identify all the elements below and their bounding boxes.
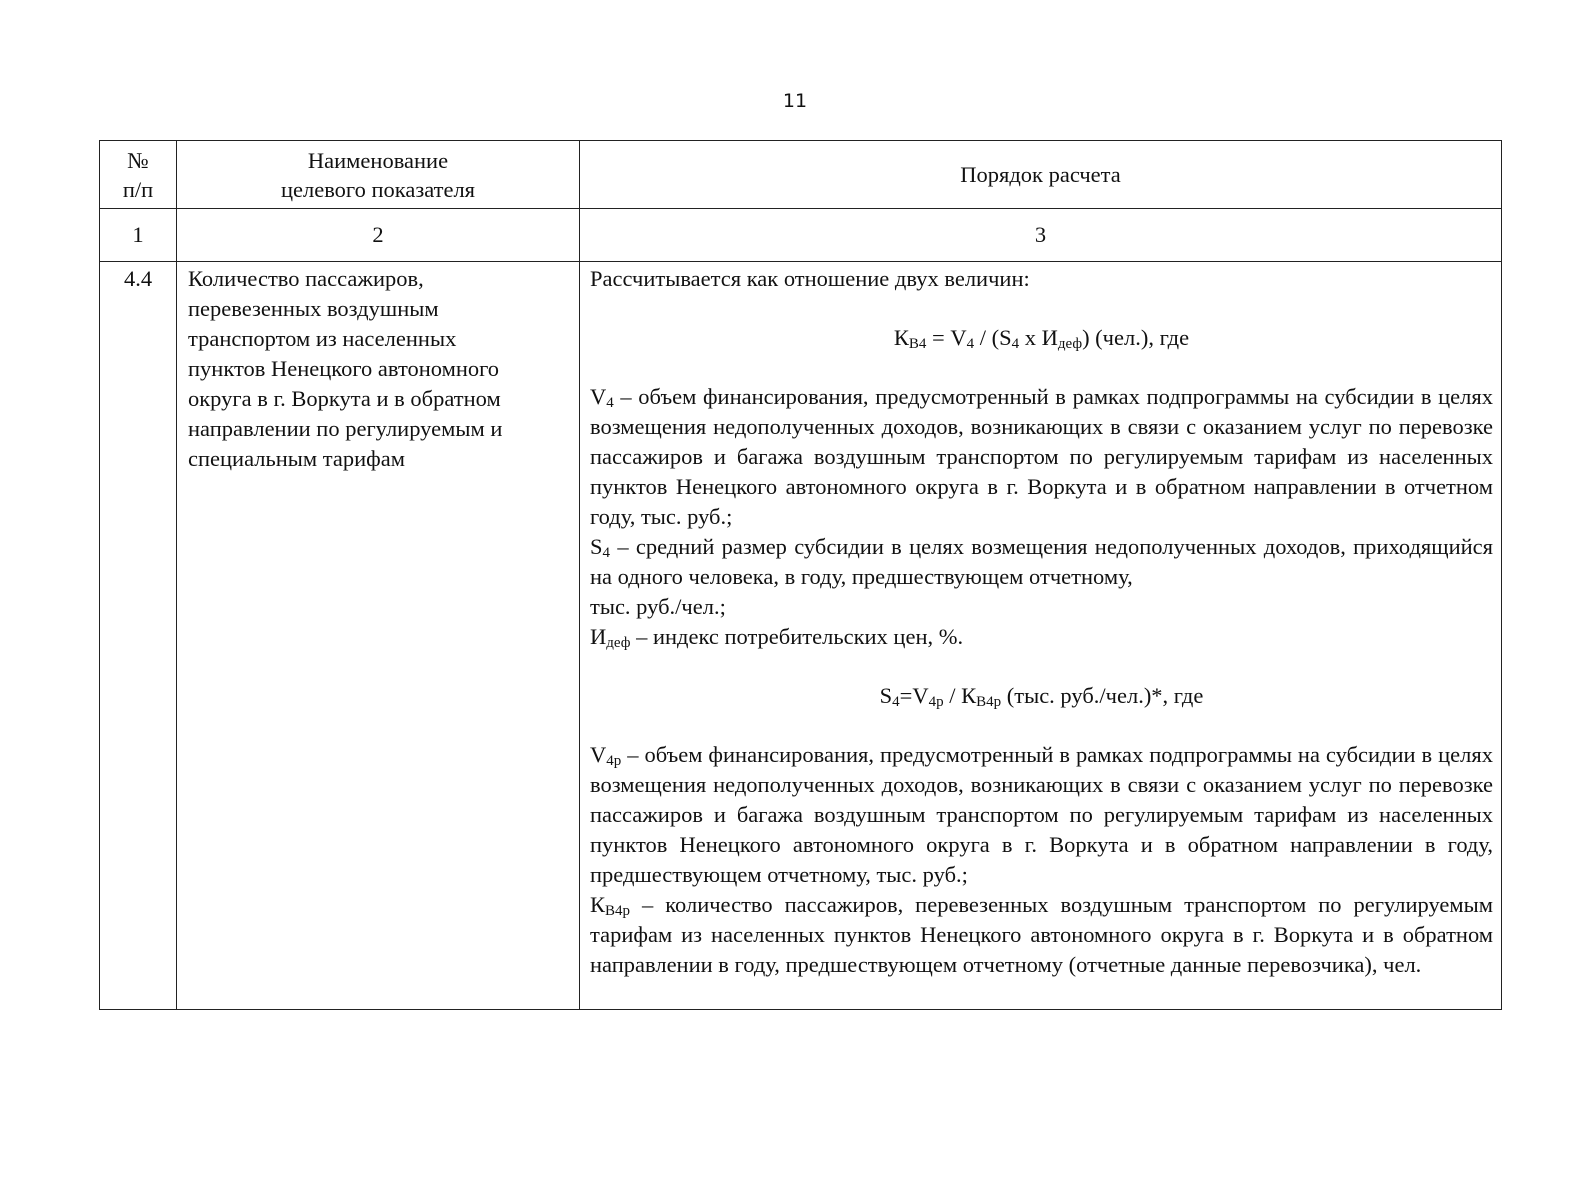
definition-idef-text: – индекс потребительских цен, %.	[630, 624, 964, 649]
formula-s4	[590, 681, 1493, 711]
formula-kv4-k: К	[893, 325, 909, 350]
definition-s4	[590, 532, 1493, 592]
header-col-number	[100, 141, 177, 209]
formula-kv4-s-sub: 4	[1011, 336, 1020, 352]
page-number: 11	[782, 90, 808, 112]
indicator-name	[177, 262, 580, 1010]
header-col-number-line1: №	[127, 147, 149, 173]
definition-v4p-symbol: V	[590, 742, 607, 767]
indicator-name-line: направлении по регулируемым и	[188, 416, 503, 441]
formula-kv4-tail: ) (чел.), где	[1082, 325, 1190, 350]
indicator-name-line: пунктов Ненецкого автономного	[188, 356, 500, 381]
indicator-name-line: перевезенных воздушным	[188, 296, 439, 321]
header-row	[100, 141, 1502, 209]
indicator-name-line: специальным тарифам	[188, 446, 405, 471]
definition-idef-sub: деф	[606, 635, 631, 651]
formula-kv4	[590, 323, 1493, 353]
column-number-2: 2	[177, 209, 580, 262]
definition-s4-symbol: S	[590, 534, 603, 559]
formula-kv4-k-sub: В4	[908, 336, 927, 352]
formula-s4-eq: =V	[899, 683, 929, 708]
calc-intro: Рассчитывается как отношение двух величин:	[590, 266, 1030, 291]
calculation-procedure	[580, 262, 1502, 1010]
definition-v4	[590, 382, 1493, 532]
indicator-table	[99, 140, 1502, 1010]
definition-v4-text: – объем финансирования, предусмотренный в рамках подпрограммы на субсидии в целях возмещения недополученных доходов, возникающих в связи с оказанием услуг по перевозке пассажиров и багажа воздушным транспортом по регулируемым тарифам из населенных пунктов Ненецкого автономного округа в г. Воркута и в обратном направлении в отчетном году, тыс. руб.;	[590, 384, 1493, 529]
formula-s4-v-sub: 4р	[928, 694, 944, 710]
definition-v4p	[590, 740, 1493, 890]
formula-s4-k-sub: В4р	[976, 694, 1002, 710]
definition-kv4p-sub: В4р	[605, 903, 631, 919]
definition-s4-text: – средний размер субсидии в целях возмещения недополученных доходов, приходящийся на одного человека, в году, предшествующем отчетному,	[590, 534, 1493, 589]
formula-s4-tail: (тыс. руб./чел.)*, где	[1001, 683, 1204, 708]
definition-s4-sub: 4	[602, 545, 611, 561]
definition-s4-unit: тыс. руб./чел.;	[590, 594, 726, 619]
indicator-name-line: Количество пассажиров,	[188, 266, 424, 291]
formula-s4-s-sub: 4	[892, 694, 900, 710]
formula-kv4-mid: / (S	[974, 325, 1012, 350]
formula-kv4-x: х И	[1019, 325, 1058, 350]
definition-kv4p-text: – количество пассажиров, перевезенных воздушным транспортом по регулируемым тарифам из населенных пунктов Ненецкого автономного округа в г. Воркута и в обратном направлении в году, предшествующем отчетному (отчетные данные перевозчика), чел.	[590, 892, 1493, 977]
definition-idef	[590, 622, 1493, 652]
definition-kv4p	[590, 890, 1493, 980]
table-row	[100, 262, 1502, 1010]
row-number: 4.4	[100, 262, 177, 1010]
header-col-indicator-line1: Наименование	[307, 147, 449, 173]
definition-v4p-text: – объем финансирования, предусмотренный в рамках подпрограммы на субсидии в целях возмещения недополученных доходов, возникающих в связи с оказанием услуг по перевозке пассажиров и багажа воздушным транспортом по регулируемым тарифам из населенных пунктов Ненецкого автономного округа в г. Воркута и в обратном направлении в году, предшествующем отчетному, тыс. руб.;	[590, 742, 1493, 887]
definition-kv4p-symbol: К	[590, 892, 606, 917]
definition-v4-sub: 4	[606, 395, 614, 411]
column-number-1: 1	[100, 209, 177, 262]
header-col-indicator	[177, 141, 580, 209]
formula-s4-mid: / К	[943, 683, 977, 708]
indicator-name-line: округа в г. Воркута и в обратном	[188, 386, 501, 411]
column-number-3: 3	[580, 209, 1502, 262]
column-number-row	[100, 209, 1502, 262]
indicator-name-line: транспортом из населенных	[188, 326, 457, 351]
formula-kv4-v-sub: 4	[966, 336, 975, 352]
formula-s4-s: S	[879, 683, 893, 708]
header-col-calculation: Порядок расчета	[580, 141, 1502, 209]
header-col-number-line2: п/п	[122, 176, 154, 202]
definition-idef-symbol: И	[590, 624, 607, 649]
definition-v4-symbol: V	[590, 384, 607, 409]
definition-v4p-sub: 4р	[606, 753, 622, 769]
header-col-indicator-line2: целевого показателя	[280, 176, 476, 202]
formula-kv4-i-sub: деф	[1057, 336, 1083, 352]
formula-kv4-eq: = V	[926, 325, 967, 350]
